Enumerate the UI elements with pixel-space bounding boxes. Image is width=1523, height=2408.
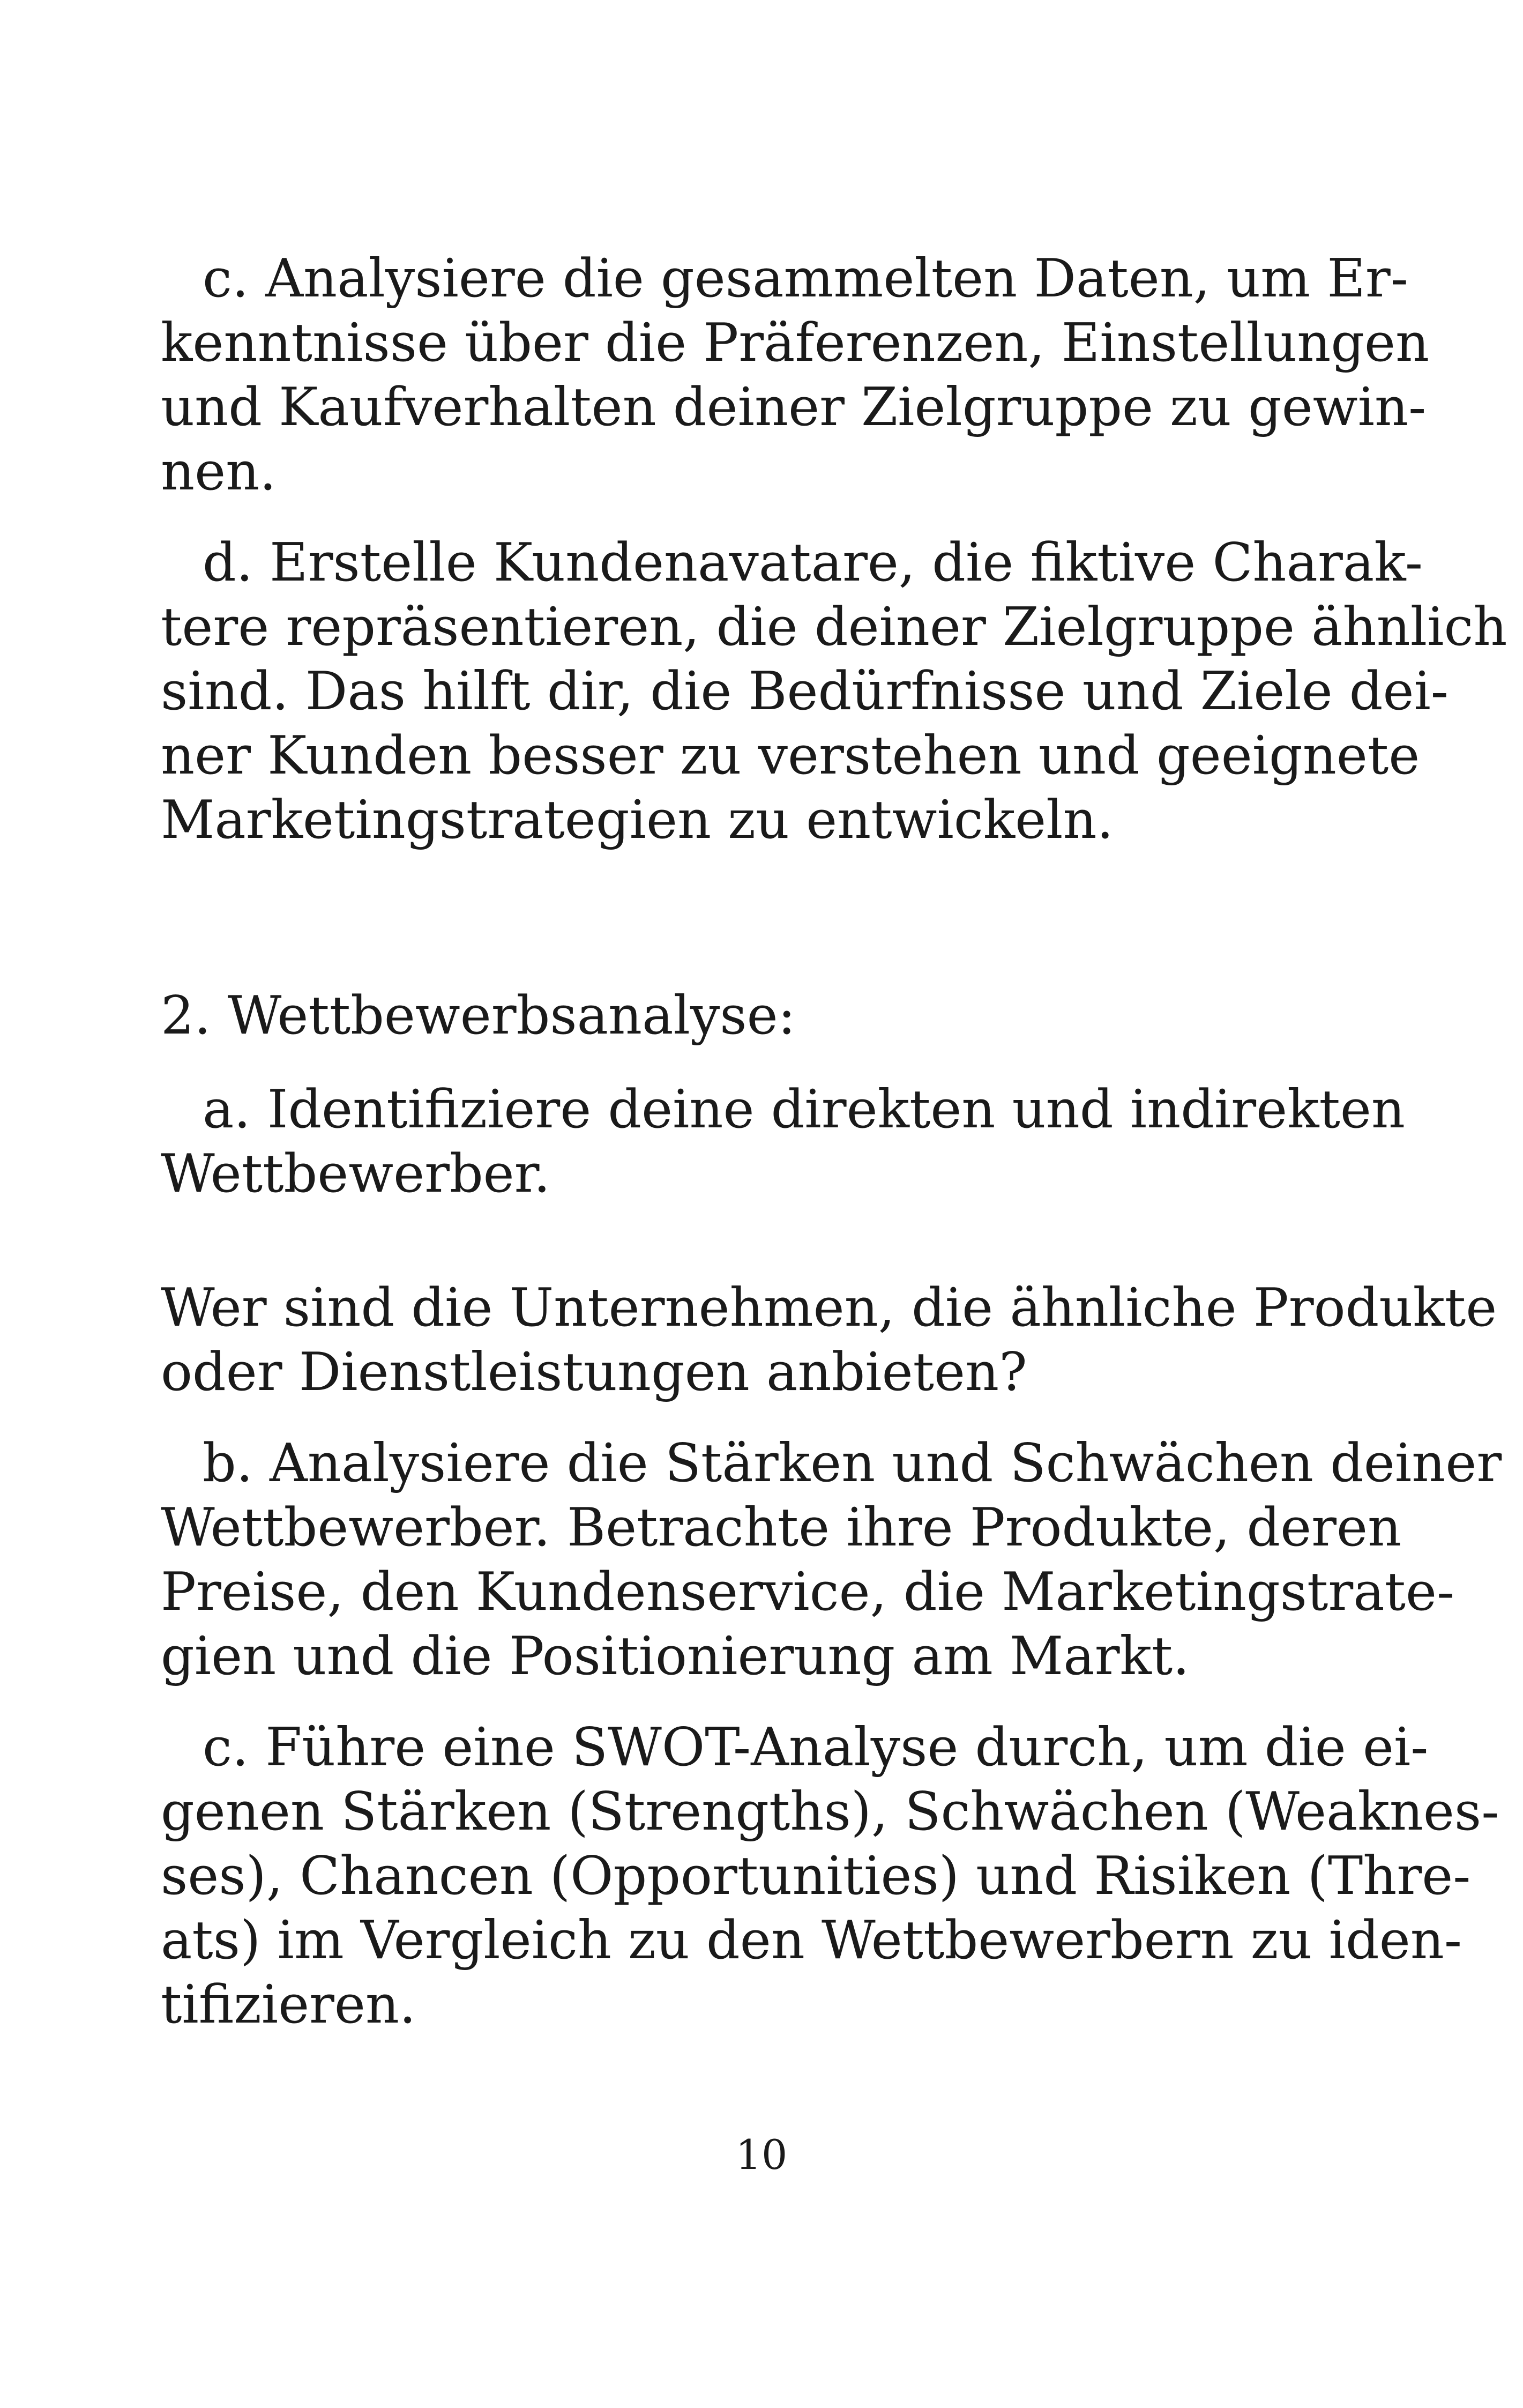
text-line: tifizieren.	[161, 1974, 416, 2035]
text-line: kenntnisse über die Präferenzen, Einstellungen	[161, 313, 1430, 374]
text-line: 2. Wettbewerbsanalyse:	[161, 985, 796, 1046]
text-line: sind. Das hilft dir, die Bedürfnisse und Ziele dei-	[161, 661, 1449, 722]
text-line: Wettbewerber.	[161, 1143, 550, 1205]
text-line: nen.	[161, 441, 277, 502]
text-line: c. Führe eine SWOT-Analyse durch, um die ei-	[203, 1717, 1429, 1778]
text-line: tere repräsentieren, die deiner Zielgruppe ähnlich	[161, 597, 1507, 658]
text-line: genen Stärken (Strengths), Schwächen (Weaknes-	[161, 1781, 1499, 1842]
text-line: und Kaufverhalten deiner Zielgruppe zu gewin-	[161, 377, 1427, 438]
text-line: gien und die Positionierung am Markt.	[161, 1626, 1190, 1687]
text-line: ats) im Vergleich zu den Wettbewerbern zu iden-	[161, 1910, 1462, 1971]
text-line: a. Identifiziere deine direkten und indirekten	[203, 1079, 1405, 1140]
text-line: ner Kunden besser zu verstehen und geeignete	[161, 725, 1420, 786]
page-number: 10	[735, 2131, 788, 2179]
text-line: Preise, den Kundenservice, die Marketingstrate-	[161, 1562, 1455, 1623]
text-line: b. Analysiere die Stärken und Schwächen deiner	[203, 1433, 1502, 1494]
text-line: oder Dienstleistungen anbieten?	[161, 1342, 1027, 1403]
text-line: Marketingstrategien zu entwickeln.	[161, 790, 1114, 851]
text-line: Wer sind die Unternehmen, die ähnliche Produkte	[161, 1277, 1497, 1339]
text-line: Wettbewerber. Betrachte ihre Produkte, deren	[161, 1497, 1402, 1558]
text-line: ses), Chancen (Opportunities) und Risiken (Thre-	[161, 1846, 1471, 1907]
text-line: c. Analysiere die gesammelten Daten, um Er-	[203, 248, 1408, 309]
text-line: d. Erstelle Kundenavatare, die fiktive Charak-	[203, 532, 1423, 593]
